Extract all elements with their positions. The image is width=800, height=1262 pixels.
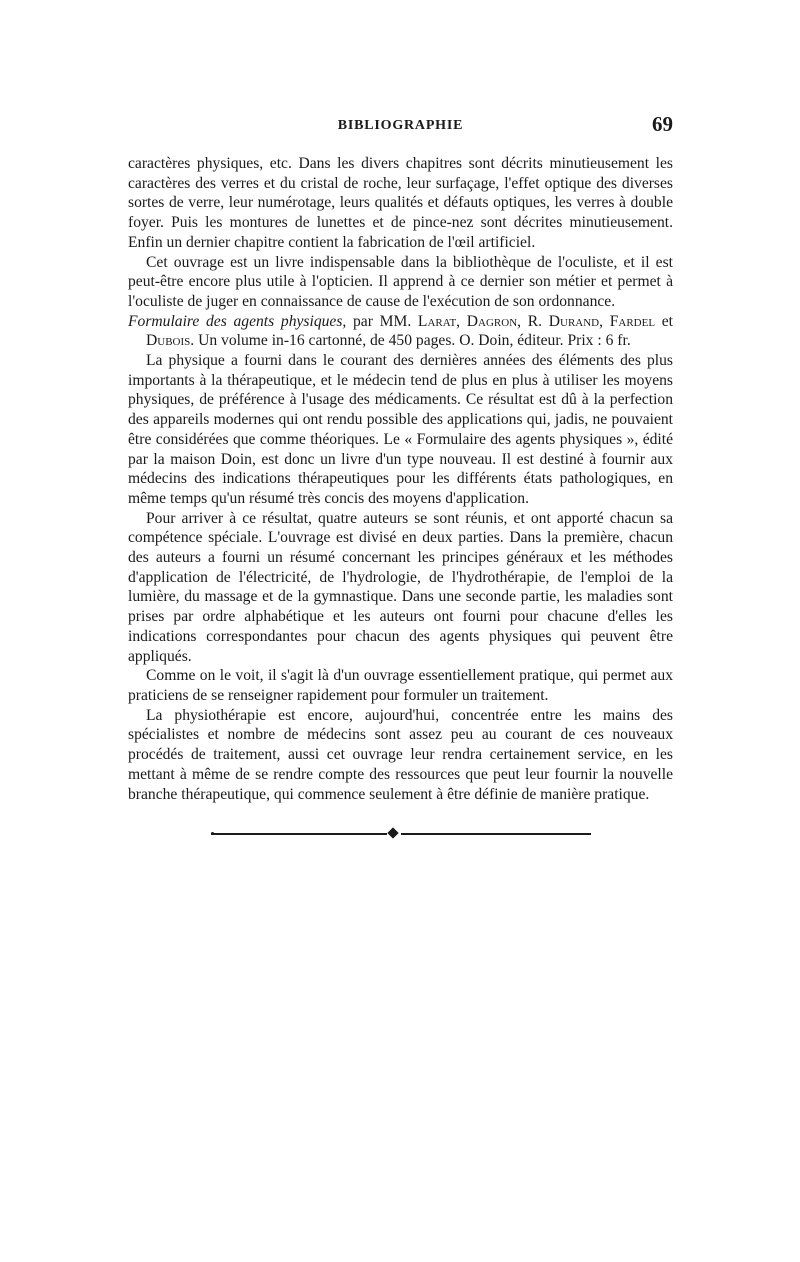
entry-author: Larat	[417, 312, 457, 330]
paragraph-review-structure: Pour arriver à ce résultat, quatre auteurs se sont réunis, et ont apporté chacun sa compétence spéciale. L'ouvrage est divisé en deux parties. Dans la première, chacun des auteurs a fourni un résumé concernant les principes généraux et les méthodes d'application de l'électricité, de l'hydrologie, de l'hydrothérapie, de l'emploi de la lumière, du massage et de la gymnastique. Dans une seconde partie, les maladies sont prises par ordre alphabétique et les auteurs ont fourni pour chacune d'elles les indications correspondantes pour chacun des agents physiques qui peuvent être appliqués.	[128, 509, 673, 665]
paragraph-review-summary: Comme on le voit, il s'agit là d'un ouvrage essentiellement pratique, qui permet aux praticiens de se renseigner rapidement pour formuler un traitement.	[128, 667, 673, 704]
running-header	[128, 112, 673, 140]
diamond-ornament-icon	[387, 828, 398, 839]
paragraph-review-closing: La physiothérapie est encore, aujourd'hui, concentrée entre les mains des spécialistes et nombre de médecins sont assez peu au courant de ces nouveaux procédés de traitement, aussi cet ouvrage leur rendra certainement service, en les mettant à même de se rendre compte des ressources que peut leur fournir la nouvelle branche thérapeutique, qui commence seulement à être définie de manière pratique.	[128, 706, 673, 803]
page-number: 69	[652, 112, 673, 136]
body-text	[128, 154, 673, 804]
ornament-line-left	[211, 833, 387, 834]
entry-separator: et	[655, 312, 673, 330]
entry-separator: , R.	[517, 312, 549, 330]
paragraph-review-conclusion: Cet ouvrage est un livre indispensable dans la bibliothèque de l'oculiste, et il est peut-être encore plus utile à l'opticien. Il apprend à ce dernier son métier et permet à l'oculiste de juger en connaissance de cause de l'exécution de son ordonnance.	[128, 253, 673, 310]
entry-separator: ,	[599, 312, 610, 330]
book-page	[128, 112, 673, 840]
paragraph-review-intro: La physique a fourni dans le courant des dernières années des éléments des plus importants à la thérapeutique, et le médecin tend de plus en plus à utiliser les moyens physiques, de préférence à l'usage des médicaments. Ce résultat est dû à la perfection des appareils modernes qui ont rendu possible des applications qui, jadis, ne pouvaient être considérées que comme théoriques. Le « Formulaire des agents physiques », édité par la maison Doin, est donc un livre d'un type nouveau. Il est destiné à fournir aux médecins des indications thérapeutiques pour les différents états pathologiques, en même temps qu'un résumé très concis des moyens d'application.	[128, 352, 673, 507]
bibliographic-entry	[128, 312, 673, 351]
section-end-ornament	[211, 828, 591, 840]
entry-by: par MM.	[346, 312, 418, 330]
paragraph-review-continuation: caractères physiques, etc. Dans les divers chapitres sont décrits minutieusement les caractères des verres et du cristal de roche, leur surfaçage, l'effet optique des diverses sortes de verre, leur numérotage, leurs qualités et défauts optiques, les verres à double foyer. Puis les montures de lunettes et de pince-nez sont décrites minutieusement. Enfin un dernier chapitre contient la fabrication de l'œil artificiel.	[128, 155, 673, 251]
entry-author: Fardel	[609, 312, 656, 330]
entry-author: Durand	[548, 312, 600, 330]
entry-title: Formulaire des agents physiques,	[128, 312, 347, 330]
ornament-line-right	[401, 833, 591, 834]
running-title: BIBLIOGRAPHIE	[337, 118, 464, 133]
entry-author: Dubois	[146, 332, 191, 350]
entry-details: . Un volume in-16 cartonné, de 450 pages. O. Doin, éditeur. Prix : 6 fr.	[190, 332, 631, 350]
entry-separator: ,	[456, 312, 467, 330]
entry-author: Dagron	[466, 312, 518, 330]
